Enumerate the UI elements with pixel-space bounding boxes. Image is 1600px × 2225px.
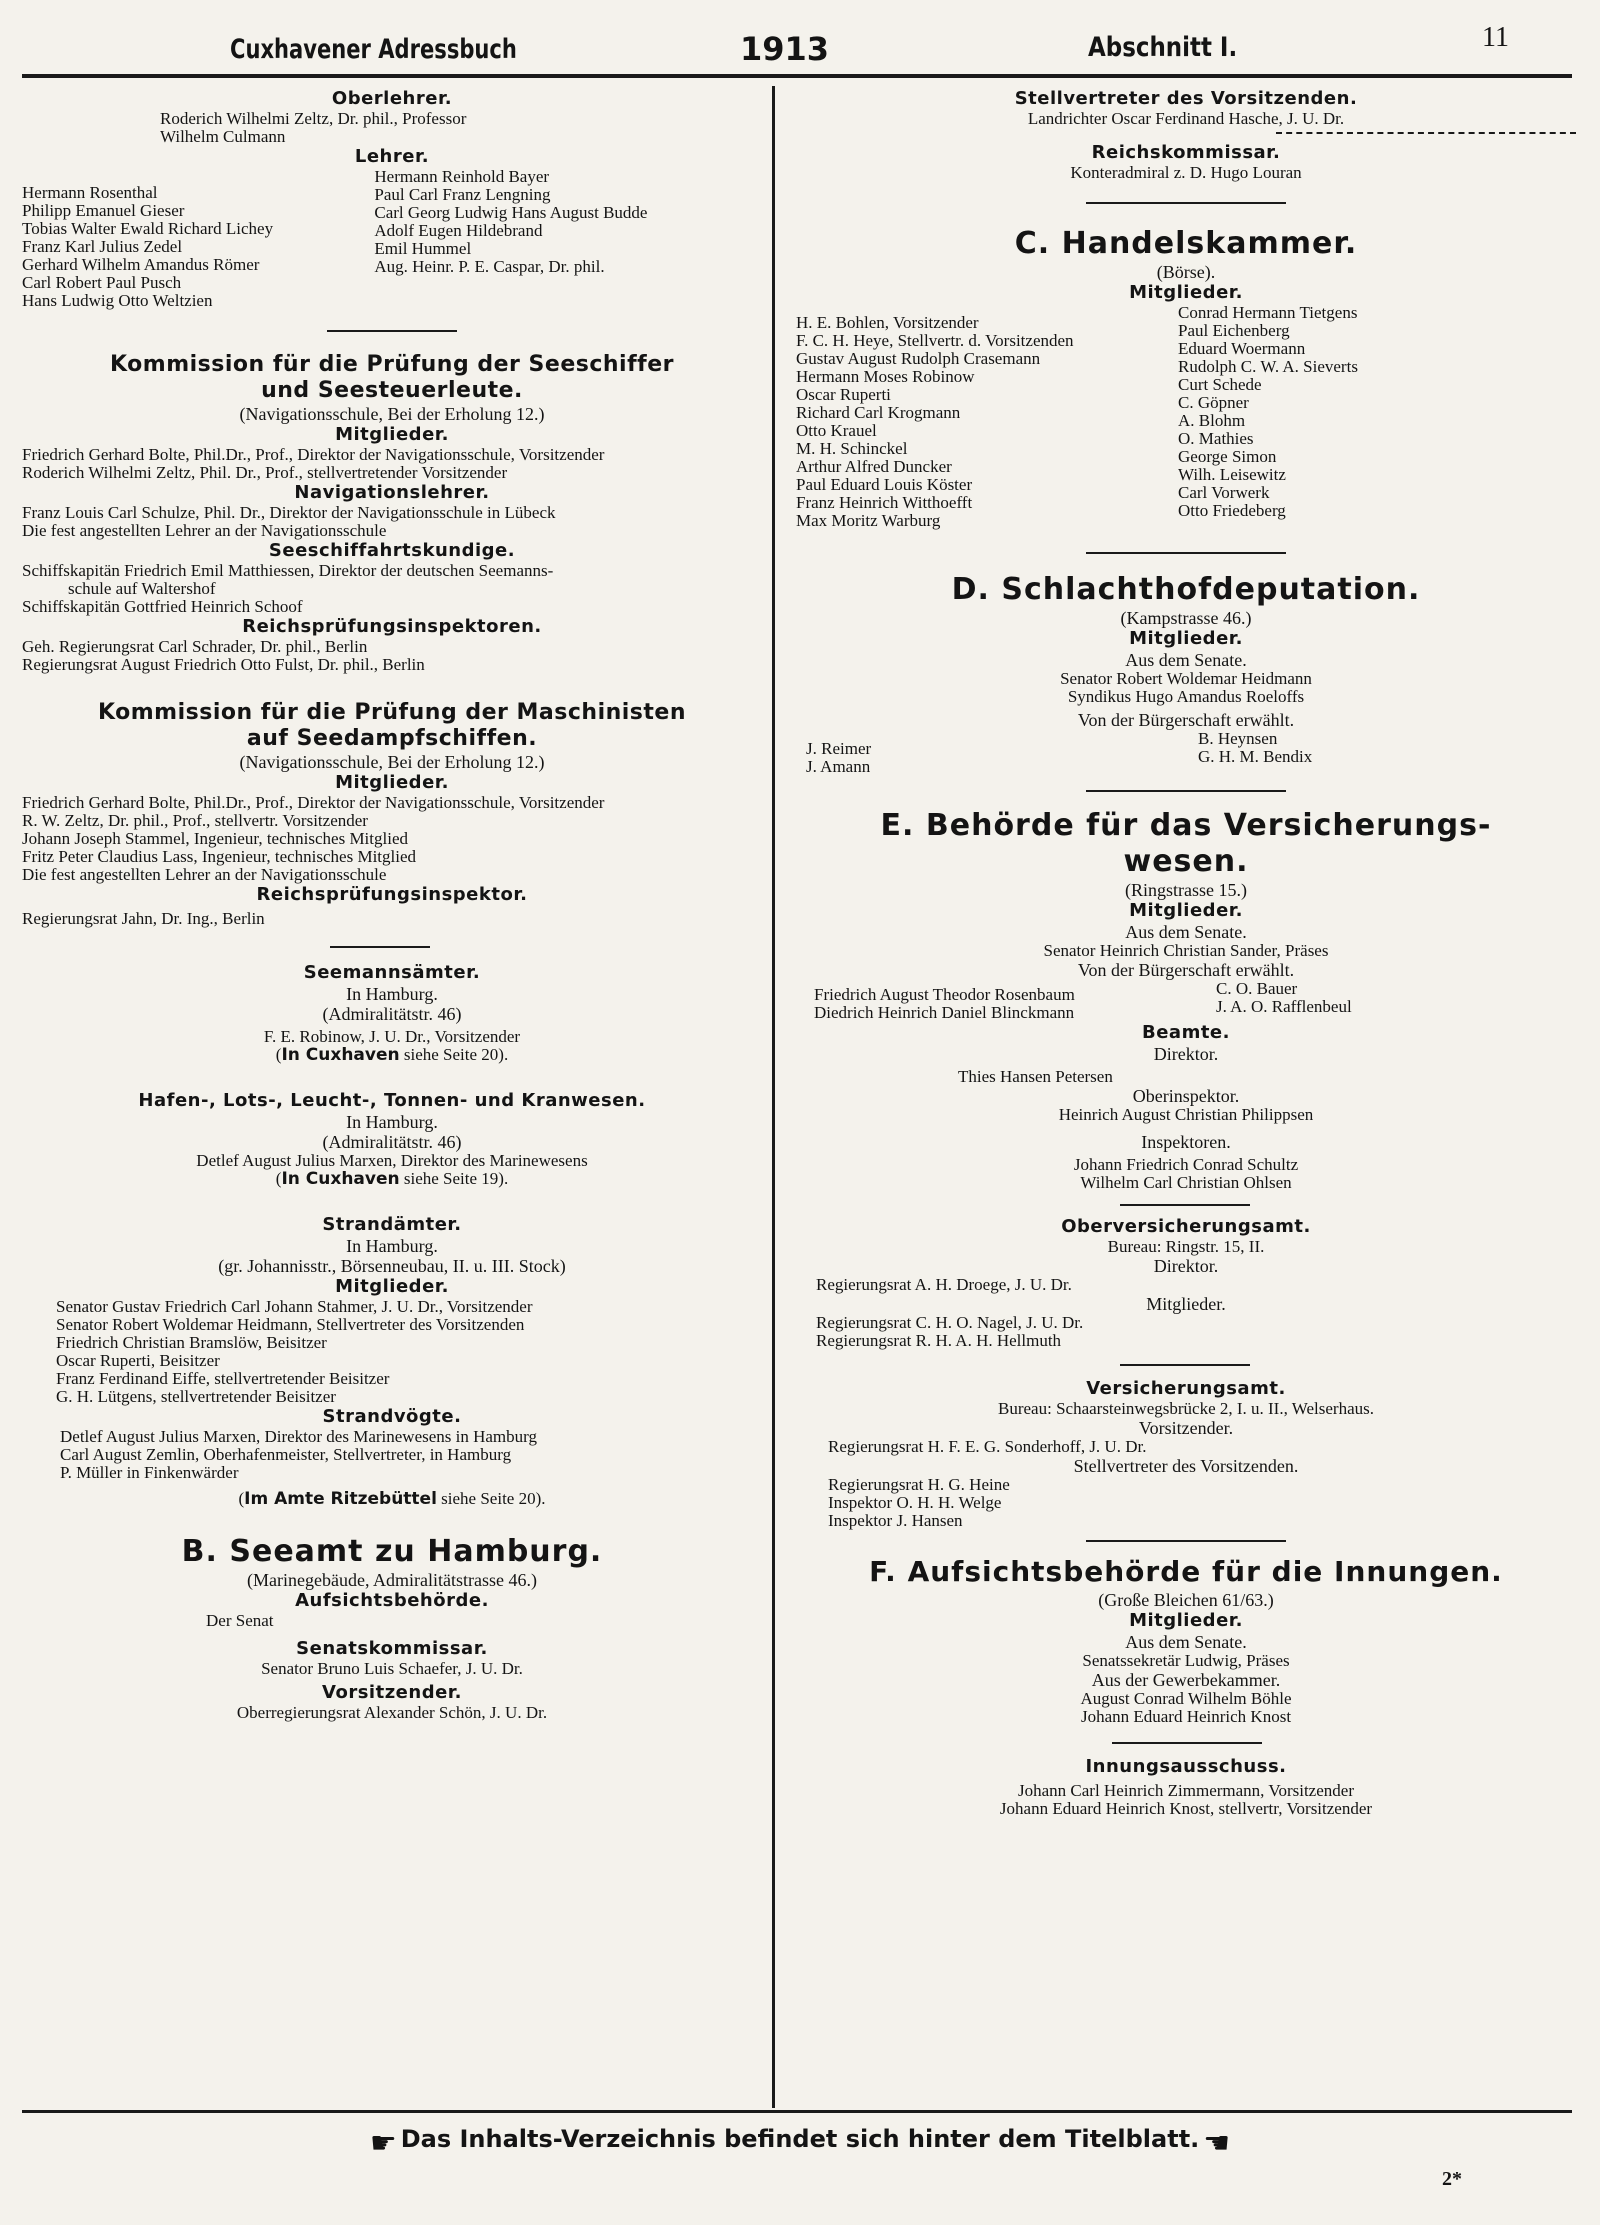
signature-mark: 2*: [1442, 2168, 1462, 2190]
list-item: Senator Robert Woldemar Heidmann: [1060, 669, 1312, 688]
list-item: Eduard Woermann: [1178, 339, 1306, 358]
maschinisten-title: Kommission für die Prüfung der Maschinisten: [97, 700, 687, 725]
list-item: Tobias Walter Ewald Richard Lichey: [22, 219, 274, 238]
list-item: Inspektor O. H. H. Welge: [828, 1493, 1002, 1512]
innungen-address: (Große Bleichen 61/63.): [1098, 1590, 1274, 1610]
list-item: Diedrich Heinrich Daniel Blinckmann: [814, 1003, 1075, 1022]
strandaemter-heading: Strandämter.: [322, 1214, 462, 1235]
seemannsaemter-line: F. E. Robinow, J. U. Dr., Vorsitzender: [263, 1027, 521, 1046]
oberversicherungsamt-mitglieder-heading: Mitglieder.: [1146, 1294, 1226, 1314]
list-item: Senator Robert Woldemar Heidmann, Stellvertreter des Vorsitzenden: [56, 1315, 525, 1334]
list-item: Wilh. Leisewitz: [1178, 465, 1286, 484]
list-item: Regierungsrat August Friedrich Otto Fulst, Dr. phil., Berlin: [22, 655, 425, 674]
inspektoren-heading: Reichsprüfungsinspektoren.: [242, 616, 542, 637]
list-item: Otto Krauel: [796, 421, 877, 440]
list-item: Conrad Hermann Tietgens: [1178, 303, 1358, 322]
kundige-heading: Seeschiffahrtskundige.: [268, 540, 516, 561]
list-item: P. Müller in Finkenwärder: [60, 1463, 239, 1482]
list-item: A. Blohm: [1178, 411, 1246, 430]
column-divider: [772, 86, 775, 2108]
divider: [1120, 1204, 1250, 1206]
schlachthof-buerger-heading: Von der Bürgerschaft erwählt.: [1077, 710, 1295, 730]
hafen-address: (Admiralitätstr. 46): [322, 1132, 462, 1152]
handelskammer-heading: C. Handelskammer.: [1014, 226, 1358, 261]
list-item: Johann Friedrich Conrad Schultz: [1073, 1155, 1299, 1174]
innungen-gewerbe-heading: Aus der Gewerbekammer.: [1091, 1670, 1281, 1690]
list-item: Schiffskapitän Friedrich Emil Matthiessen, Direktor der deutschen Seemanns-: [22, 561, 554, 580]
list-item: Johann Carl Heinrich Zimmermann, Vorsitzender: [1018, 1781, 1354, 1800]
schlachthof-address: (Kampstrasse 46.): [1120, 608, 1252, 628]
list-item: Johann Joseph Stammel, Ingenieur, technisches Mitglied: [22, 829, 408, 848]
page-number: 11: [1482, 22, 1509, 53]
seemannsaemter-ref: (In Cuxhaven siehe Seite 20).: [275, 1045, 509, 1065]
list-item: J. Reimer: [806, 739, 872, 758]
list-item: Max Moritz Warburg: [796, 511, 941, 530]
hafen-line: Detlef August Julius Marxen, Direktor des Marinewesens: [196, 1151, 588, 1170]
list-item: Detlef August Julius Marxen, Direktor des Marinewesens in Hamburg: [60, 1427, 538, 1446]
reichsinspektor-heading: Reichsprüfungsinspektor.: [256, 884, 528, 905]
aufsicht-value: Der Senat: [206, 1611, 274, 1630]
list-item: Rudolph C. W. A. Sieverts: [1178, 357, 1358, 376]
hafen-heading: Hafen-, Lots-, Leucht-, Tonnen- und Kranwesen.: [138, 1090, 646, 1111]
oberlehrer-heading: Oberlehrer.: [331, 88, 453, 109]
list-item: Hans Ludwig Otto Weltzien: [22, 291, 213, 310]
list-item: Paul Eichenberg: [1178, 321, 1290, 340]
versicherung-senat: Senator Heinrich Christian Sander, Präses: [1043, 941, 1329, 960]
seeschiffer-title-2: und Seesteuerleute.: [261, 378, 523, 403]
list-item: O. Mathies: [1178, 429, 1254, 448]
list-item: Otto Friedeberg: [1178, 501, 1286, 520]
versicherung-address: (Ringstrasse 15.): [1125, 880, 1247, 900]
versicherungsamt-heading: Versicherungsamt.: [1086, 1378, 1286, 1399]
list-item: G. H. M. Bendix: [1198, 747, 1313, 766]
list-item: Paul Carl Franz Lengning: [374, 185, 551, 204]
section-label: Abschnitt I.: [1088, 32, 1238, 63]
handelskammer-sub: (Börse).: [1156, 262, 1216, 282]
seeamt-address: (Marinegebäude, Admiralitätstrasse 46.): [247, 1570, 537, 1590]
list-item: F. C. H. Heye, Stellvertr. d. Vorsitzenden: [796, 331, 1074, 350]
versicherung-mitglieder-heading: Mitglieder.: [1129, 900, 1243, 921]
oberversicherungsamt-bureau: Bureau: Ringstr. 15, II.: [1107, 1237, 1265, 1256]
versicherungsamt-stellv-heading: Stellvertreter des Vorsitzenden.: [1073, 1456, 1299, 1476]
divider: [327, 330, 457, 332]
list-item: Emil Hummel: [374, 239, 472, 258]
list-item: Carl August Zemlin, Oberhafenmeister, Stellvertreter, in Hamburg: [60, 1445, 512, 1464]
list-item: Johann Eduard Heinrich Knost: [1080, 1707, 1292, 1726]
list-item: Franz Ferdinand Eiffe, stellvertretender Beisitzer: [56, 1369, 390, 1388]
list-item: Adolf Eugen Hildebrand: [374, 221, 543, 240]
list-item: Friedrich Christian Bramslöw, Beisitzer: [56, 1333, 327, 1352]
left-column: [22, 88, 762, 1722]
senatskommissar-heading: Senatskommissar.: [296, 1638, 488, 1659]
vorsitzender-value: Oberregierungsrat Alexander Schön, J. U. Dr.: [236, 1703, 548, 1722]
senatskommissar-value: Senator Bruno Luis Schaefer, J. U. Dr.: [261, 1659, 523, 1678]
list-item: Friedrich Gerhard Bolte, Phil.Dr., Prof., Direktor der Navigationsschule, Vorsitzender: [22, 793, 605, 812]
strandvoegte-heading: Strandvögte.: [322, 1406, 462, 1427]
maschinisten-address: (Navigationsschule, Bei der Erholung 12.): [239, 752, 545, 772]
list-item: Carl Georg Ludwig Hans August Budde: [374, 203, 648, 222]
oberlehrer-list: [22, 110, 762, 146]
versicherung-senat-heading: Aus dem Senate.: [1125, 922, 1247, 942]
seemannsaemter-address: (Admiralitätstr. 46): [322, 1004, 462, 1024]
list-item: Inspektor J. Hansen: [828, 1511, 963, 1530]
list-item: Hermann Rosenthal: [22, 183, 158, 202]
hafen-city: In Hamburg.: [346, 1112, 438, 1132]
list-item: J. Amann: [806, 757, 871, 776]
list-item: Fritz Peter Claudius Lass, Ingenieur, technisches Mitglied: [22, 847, 417, 866]
footer-rule: [22, 2110, 1572, 2113]
list-item: Friedrich August Theodor Rosenbaum: [814, 985, 1075, 1004]
list-item: Gerhard Wilhelm Amandus Römer: [22, 255, 260, 274]
strandvoegte-list: [22, 1428, 762, 1482]
list-item: George Simon: [1178, 447, 1277, 466]
list-item: Aug. Heinr. P. E. Caspar, Dr. phil.: [374, 257, 605, 276]
footer-text: Das Inhalts-Verzeichnis befindet sich hinter dem Titelblatt.: [400, 2125, 1200, 2153]
list-item: C. O. Bauer: [1216, 979, 1298, 998]
seeschiffer-mitglieder-heading: Mitglieder.: [335, 424, 449, 445]
divider: [330, 946, 430, 948]
schlachthof-buerger-list: [796, 730, 1576, 776]
list-item: Geh. Regierungsrat Carl Schrader, Dr. phil., Berlin: [22, 637, 368, 656]
direktor-heading: Direktor.: [1153, 1044, 1219, 1064]
list-item: Franz Karl Julius Zedel: [22, 237, 183, 256]
strandaemter-list: [22, 1298, 762, 1406]
reichskommissar-heading: Reichskommissar.: [1091, 142, 1281, 163]
list-item: Regierungsrat Jahn, Dr. Ing., Berlin: [22, 909, 265, 928]
direktor-value: Thies Hansen Petersen: [958, 1067, 1113, 1086]
list-item: Die fest angestellten Lehrer an der Navigationsschule: [22, 865, 387, 884]
innungen-senat-heading: Aus dem Senate.: [1125, 1632, 1247, 1652]
seeamt-heading: B. Seeamt zu Hamburg.: [181, 1534, 603, 1569]
oberversicherungsamt-heading: Oberversicherungsamt.: [1061, 1216, 1311, 1237]
list-item: H. E. Bohlen, Vorsitzender: [796, 313, 979, 332]
list-item: August Conrad Wilhelm Böhle: [1080, 1689, 1292, 1708]
versicherungsamt-bureau: Bureau: Schaarsteinwegsbrücke 2, I. u. II., Welserhaus.: [998, 1399, 1374, 1418]
list-item: Regierungsrat C. H. O. Nagel, J. U. Dr.: [816, 1313, 1084, 1332]
versicherung-heading: E. Behörde für das Versicherungs-: [880, 808, 1492, 843]
divider: [1112, 1742, 1262, 1744]
header-rule: [22, 74, 1572, 78]
seemannsaemter-heading: Seemannsämter.: [303, 962, 481, 983]
list-item: Arthur Alfred Duncker: [796, 457, 952, 476]
list-item: Die fest angestellten Lehrer an der Navigationsschule: [22, 521, 387, 540]
seeschiffer-title: Kommission für die Prüfung der Seeschiffer: [110, 352, 674, 377]
list-item: C. Göpner: [1178, 393, 1249, 412]
list-item: Carl Vorwerk: [1178, 483, 1270, 502]
versicherungsamt-vorsitz-heading: Vorsitzender.: [1138, 1418, 1234, 1438]
list-item: J. A. O. Rafflenbeul: [1216, 997, 1352, 1016]
beamte-heading: Beamte.: [1142, 1022, 1230, 1043]
list-item: B. Heynsen: [1198, 729, 1278, 748]
inspektoren-heading: Inspektoren.: [1141, 1132, 1231, 1152]
stellvertreter-heading: Stellvertreter des Vorsitzenden.: [1014, 88, 1358, 109]
list-item: Wilhelm Culmann: [160, 127, 286, 146]
list-item: G. H. Lütgens, stellvertretender Beisitzer: [56, 1387, 336, 1406]
oberinspektor-heading: Oberinspektor.: [1132, 1086, 1240, 1106]
list-item: Franz Louis Carl Schulze, Phil. Dr., Direktor der Navigationsschule in Lübeck: [22, 503, 556, 522]
navlehrer-heading: Navigationslehrer.: [294, 482, 490, 503]
divider: [1086, 552, 1286, 554]
list-item: Carl Robert Paul Pusch: [22, 273, 182, 292]
list-item: Paul Eduard Louis Köster: [796, 475, 973, 494]
divider: [1120, 1364, 1250, 1366]
oberinspektor-value: Heinrich August Christian Philippsen: [1058, 1105, 1314, 1124]
schlachthof-senat-heading: Aus dem Senate.: [1125, 650, 1247, 670]
lehrer-heading: Lehrer.: [354, 146, 430, 167]
innungen-heading: F. Aufsichtsbehörde für die Innungen.: [869, 1555, 1503, 1588]
schlachthof-heading: D. Schlachthofdeputation.: [951, 572, 1421, 607]
innungen-mitglieder-heading: Mitglieder.: [1129, 1610, 1243, 1631]
handelskammer-mitglieder-heading: Mitglieder.: [1129, 282, 1243, 303]
list-item: Hermann Moses Robinow: [796, 367, 975, 386]
right-column: [796, 88, 1576, 1818]
seeschiffer-address: (Navigationsschule, Bei der Erholung 12.): [239, 404, 545, 424]
oberversicherungsamt-direktor-heading: Direktor.: [1153, 1256, 1219, 1276]
strandaemter-city: In Hamburg.: [346, 1236, 438, 1256]
vorsitzender-heading: Vorsitzender.: [322, 1682, 462, 1703]
list-item: Syndikus Hugo Amandus Roeloffs: [1067, 687, 1305, 706]
divider: [1086, 790, 1286, 792]
book-title: Cuxhavener Adressbuch: [230, 34, 517, 65]
innungen-senat: Senatssekretär Ludwig, Präses: [1082, 1651, 1290, 1670]
seemannsaemter-city: In Hamburg.: [346, 984, 438, 1004]
maschinisten-mitglieder-heading: Mitglieder.: [335, 772, 449, 793]
list-item: Philipp Emanuel Gieser: [22, 201, 185, 220]
list-item: M. H. Schinckel: [796, 439, 908, 458]
list-item: Johann Eduard Heinrich Knost, stellvertr, Vorsitzender: [999, 1799, 1373, 1818]
list-item: R. W. Zeltz, Dr. phil., Prof., stellvertr. Vorsitzender: [22, 811, 368, 830]
maschinisten-title-2: auf Seedampfschiffen.: [246, 726, 538, 751]
list-item: Schiffskapitän Gottfried Heinrich Schoof: [22, 597, 303, 616]
list-item: Curt Schede: [1178, 375, 1262, 394]
list-item: Oscar Ruperti, Beisitzer: [56, 1351, 220, 1370]
handelskammer-list: [796, 304, 1576, 530]
versicherung-heading-2: wesen.: [1123, 844, 1249, 879]
versicherung-buerger-list: [796, 980, 1576, 1022]
hafen-ref: (In Cuxhaven siehe Seite 19).: [275, 1169, 509, 1189]
year: 1913: [740, 30, 830, 68]
versicherung-buerger-heading: Von der Bürgerschaft erwählt.: [1077, 960, 1295, 980]
list-item: Senator Gustav Friedrich Carl Johann Stahmer, J. U. Dr., Vorsitzender: [56, 1297, 533, 1316]
list-item: Gustav August Rudolph Crasemann: [796, 349, 1041, 368]
innungsausschuss-heading: Innungsausschuss.: [1085, 1756, 1287, 1777]
strandaemter-ref: (Im Amte Ritzebüttel siehe Seite 20).: [238, 1489, 546, 1509]
list-item: Wilhelm Carl Christian Ohlsen: [1080, 1173, 1292, 1192]
strandaemter-mitglieder-heading: Mitglieder.: [335, 1276, 449, 1297]
oberversicherungsamt-direktor: Regierungsrat A. H. Droege, J. U. Dr.: [816, 1275, 1072, 1294]
list-item: Friedrich Gerhard Bolte, Phil.Dr., Prof., Direktor der Navigationsschule, Vorsitzender: [22, 445, 605, 464]
versicherungsamt-vorsitz: Regierungsrat H. F. E. G. Sonderhoff, J. U. Dr.: [828, 1437, 1147, 1456]
list-item: Oscar Ruperti: [796, 385, 891, 404]
divider: [1086, 202, 1286, 204]
divider: [1086, 1540, 1286, 1542]
lehrer-list: [22, 168, 762, 310]
stellvertreter-value: Landrichter Oscar Ferdinand Hasche, J. U. Dr.: [1027, 109, 1345, 128]
aufsicht-heading: Aufsichtsbehörde.: [295, 1590, 489, 1611]
list-item: schule auf Waltershof: [68, 579, 216, 598]
reichskommissar-value: Konteradmiral z. D. Hugo Louran: [1070, 163, 1302, 182]
schlachthof-mitglieder-heading: Mitglieder.: [1129, 628, 1243, 649]
page-header: [20, 22, 1580, 68]
strandaemter-address: (gr. Johannisstr., Börsenneubau, II. u. III. Stock): [218, 1256, 566, 1276]
list-item: Franz Heinrich Witthoefft: [796, 493, 973, 512]
list-item: Richard Carl Krogmann: [796, 403, 961, 422]
footer-note: [0, 2125, 1600, 2161]
list-item: Regierungsrat H. G. Heine: [828, 1475, 1010, 1494]
list-item: Roderich Wilhelmi Zeltz, Phil. Dr., Prof., stellvertretender Vorsitzender: [22, 463, 508, 482]
pointing-hand-left-icon: ☚: [1203, 2126, 1231, 2160]
pointing-hand-right-icon: ☛: [369, 2126, 397, 2160]
list-item: Hermann Reinhold Bayer: [374, 167, 550, 186]
list-item: Regierungsrat R. H. A. H. Hellmuth: [816, 1331, 1062, 1350]
list-item: Roderich Wilhelmi Zeltz, Dr. phil., Professor: [160, 109, 467, 128]
